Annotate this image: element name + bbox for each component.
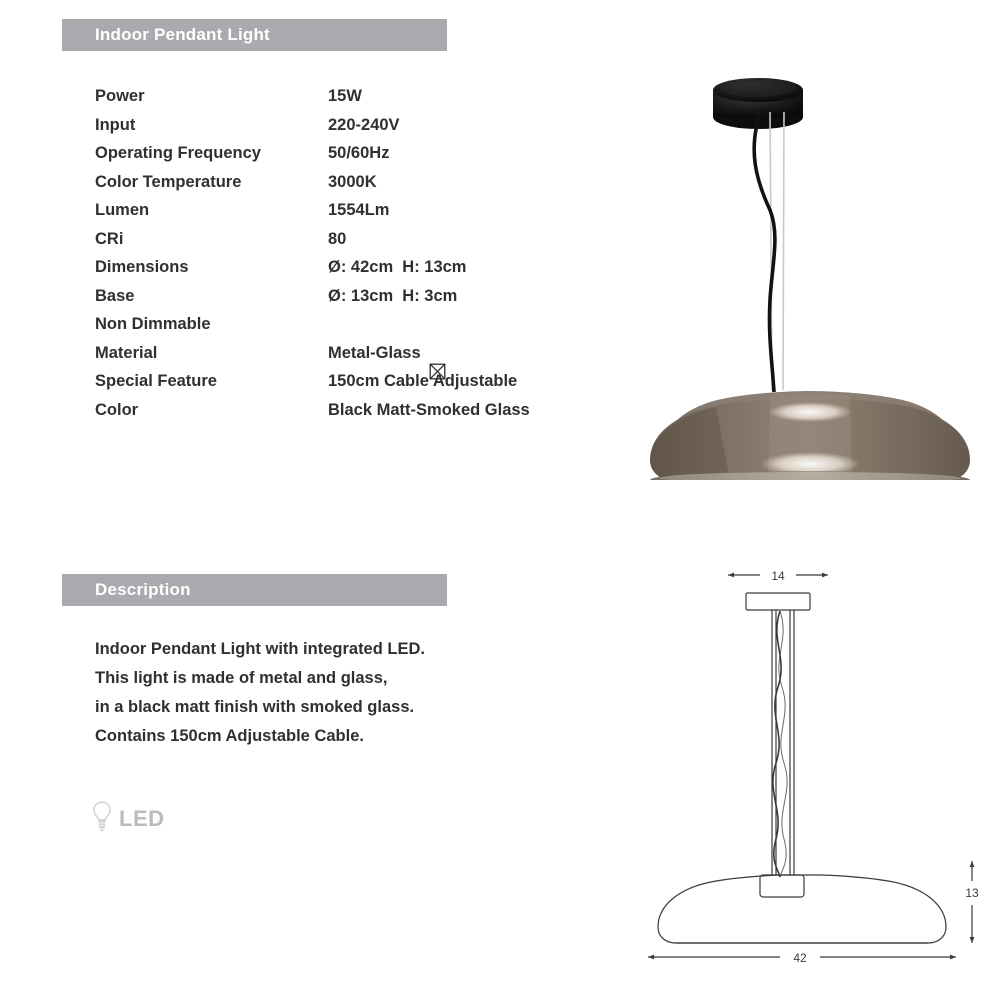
spec-label: Color Temperature (95, 172, 242, 191)
led-badge (92, 800, 165, 837)
product-photo (620, 60, 1000, 480)
table-row (95, 141, 595, 170)
spec-value: 50/60Hz (328, 144, 390, 162)
light-bulb-icon (92, 800, 112, 837)
description-section-title: Description (95, 580, 191, 599)
led-label: LED (119, 805, 165, 831)
spec-label: Base (95, 286, 135, 305)
table-row (95, 284, 595, 313)
spec-value: 3000K (328, 172, 377, 191)
table-row (95, 312, 595, 341)
spec-value: 1554Lm (328, 201, 390, 219)
technical-drawing (620, 545, 1000, 965)
description-line: Contains 150cm Adjustable Cable. (95, 727, 364, 745)
dimension-label-height: 13 (965, 886, 979, 900)
spec-label: Input (95, 115, 136, 134)
table-row (95, 170, 595, 199)
specification-table (95, 84, 595, 426)
spec-label: Material (95, 343, 158, 362)
description-line: This light is made of metal and glass, (95, 669, 388, 687)
spec-value: Ø: 13cm H: 3cm (328, 286, 458, 305)
table-row (95, 255, 595, 284)
spec-value: 150cm Cable Adjustable (328, 372, 518, 390)
table-row (95, 113, 595, 142)
product-section-title: Indoor Pendant Light (95, 25, 270, 44)
spec-value: 220-240V (328, 115, 400, 134)
description-line: in a black matt finish with smoked glass. (95, 698, 415, 716)
spec-label: Non Dimmable (95, 315, 211, 333)
spec-value: 80 (328, 229, 347, 248)
dimension-label-top: 14 (771, 569, 785, 583)
description-section-header (62, 574, 447, 606)
table-row (95, 198, 595, 227)
spec-label: Dimensions (95, 258, 189, 276)
dimension-label-bottom: 42 (793, 951, 807, 965)
right-column (620, 0, 1000, 1000)
spec-value: Black Matt-Smoked Glass (328, 400, 530, 419)
spec-label: Color (95, 400, 139, 419)
spec-value: Ø: 42cm H: 13cm (328, 258, 467, 276)
spec-value: 15W (328, 87, 362, 105)
product-section-header (62, 19, 447, 51)
description-line: Indoor Pendant Light with integrated LED. (95, 640, 425, 658)
description-text (95, 635, 425, 751)
spec-label: Special Feature (95, 372, 217, 390)
spec-label: Power (95, 87, 145, 105)
spec-label: Lumen (95, 201, 150, 219)
spec-label: CRi (95, 229, 124, 248)
spec-label: Operating Frequency (95, 144, 261, 162)
table-row (95, 84, 595, 113)
table-row (95, 227, 595, 256)
spec-value: Metal-Glass (328, 343, 421, 362)
